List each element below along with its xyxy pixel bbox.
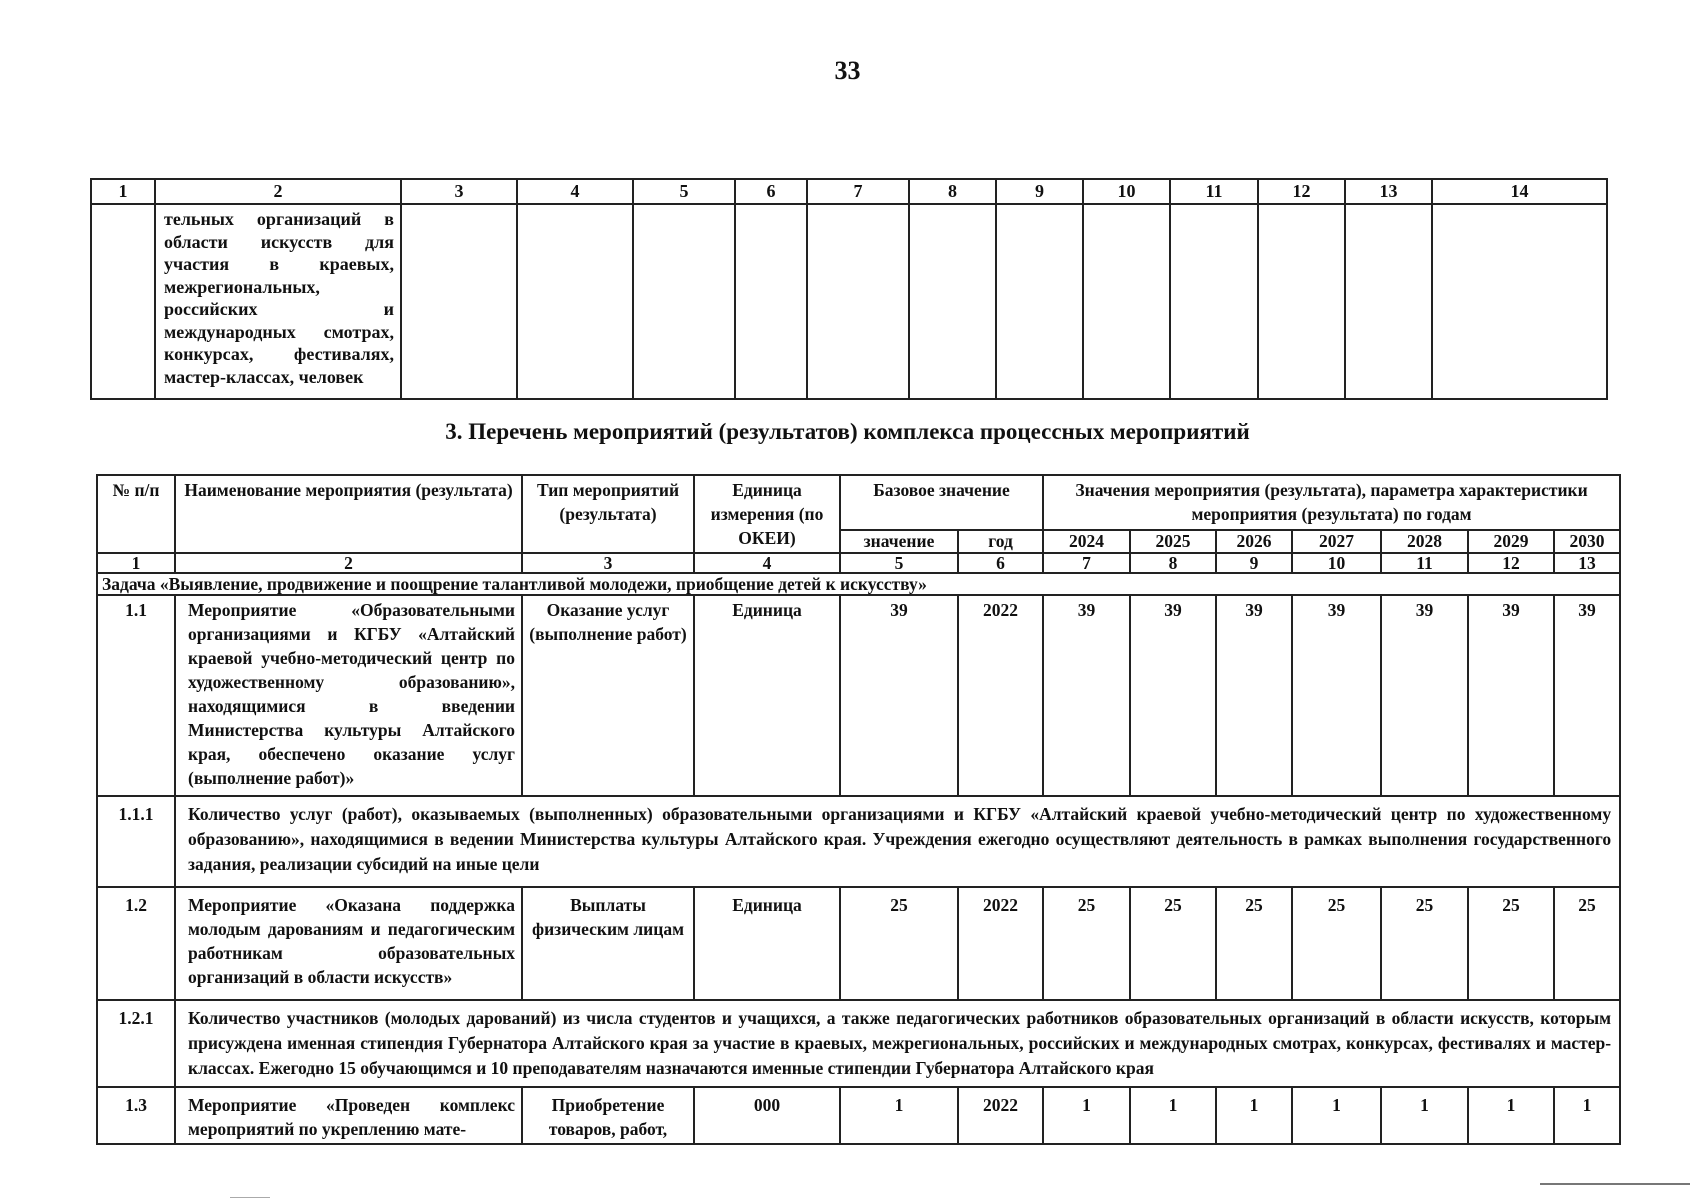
year-value: 25 (1554, 887, 1620, 1000)
page-number: 33 (834, 56, 861, 85)
empty-cell (1345, 204, 1432, 399)
year-value: 25 (1216, 887, 1292, 1000)
header-row (97, 475, 1620, 530)
column-number: 8 (909, 179, 996, 204)
column-number: 14 (1432, 179, 1607, 204)
row-number: 1.1.1 (97, 796, 175, 887)
empty-cell (633, 204, 735, 399)
measure-type: Приобретение товаров, работ, (522, 1087, 694, 1144)
column-number: 4 (694, 553, 840, 573)
table-row (97, 595, 1620, 796)
year-value: 39 (1043, 595, 1130, 796)
header-num: № п/п (97, 475, 175, 553)
empty-cell (735, 204, 807, 399)
column-number: 2 (155, 179, 401, 204)
base-value: 1 (840, 1087, 958, 1144)
characteristic-description: Количество услуг (работ), оказываемых (выполненных) образовательными организациями и КГБУ «Алтайский краевой учебно-методический центр по художественному образованию», находящимися в ведении Министерства культуры Алтайского края. Учреждения ежегодно осуществляют деятельность в рамках выполнения государственного задания, реализации субсидий на иные цели (175, 796, 1620, 887)
year-value: 1 (1381, 1087, 1468, 1144)
table-row (97, 796, 1620, 887)
year-value: 25 (1130, 887, 1216, 1000)
column-number: 13 (1345, 179, 1432, 204)
section-title: 3. Перечень мероприятий (результатов) комплекса процессных мероприятий (445, 419, 1250, 444)
measure-unit: Единица (694, 595, 840, 796)
column-number: 9 (996, 179, 1083, 204)
measure-name: Мероприятие «Оказана поддержка молодым дарованиям и педагогическим работникам образовательных организаций в области искусств» (175, 887, 522, 1000)
scan-artifact (1540, 1183, 1690, 1185)
measure-unit: Единица (694, 887, 840, 1000)
header-year: 2030 (1554, 530, 1620, 553)
column-number: 9 (1216, 553, 1292, 573)
base-year: 2022 (958, 595, 1043, 796)
header-year: 2026 (1216, 530, 1292, 553)
column-number: 10 (1083, 179, 1170, 204)
year-value: 1 (1292, 1087, 1381, 1144)
row-number: 1.2.1 (97, 1000, 175, 1087)
column-number: 7 (1043, 553, 1130, 573)
header-name: Наименование мероприятия (результата) (175, 475, 522, 553)
column-number: 12 (1258, 179, 1345, 204)
header-base: Базовое значение (840, 475, 1043, 530)
continuation-table (90, 178, 1608, 400)
header-year: 2024 (1043, 530, 1130, 553)
column-number: 3 (401, 179, 517, 204)
year-value: 1 (1130, 1087, 1216, 1144)
empty-cell (909, 204, 996, 399)
row-number: 1.1 (97, 595, 175, 796)
year-value: 39 (1216, 595, 1292, 796)
year-value: 25 (1292, 887, 1381, 1000)
year-value: 39 (1554, 595, 1620, 796)
header-year: 2029 (1468, 530, 1554, 553)
year-value: 39 (1468, 595, 1554, 796)
base-year: 2022 (958, 1087, 1043, 1144)
header-values: Значения мероприятия (результата), параметра характеристики мероприятия (результата) по годам (1043, 475, 1620, 530)
column-number: 11 (1381, 553, 1468, 573)
column-number: 6 (735, 179, 807, 204)
header-type: Тип мероприятий (результата) (522, 475, 694, 553)
year-value: 1 (1468, 1087, 1554, 1144)
column-number: 4 (517, 179, 633, 204)
year-value: 25 (1381, 887, 1468, 1000)
empty-cell (1432, 204, 1607, 399)
column-number-row (91, 179, 1607, 204)
empty-cell (1170, 204, 1258, 399)
measure-unit: 000 (694, 1087, 840, 1144)
measure-name: Мероприятие «Проведен комплекс мероприятий по укреплению мате- (175, 1087, 522, 1144)
empty-cell (996, 204, 1083, 399)
column-number: 2 (175, 553, 522, 573)
empty-cell (401, 204, 517, 399)
base-value: 25 (840, 887, 958, 1000)
empty-cell (1258, 204, 1345, 399)
header-year: 2027 (1292, 530, 1381, 553)
column-number: 6 (958, 553, 1043, 573)
measure-type: Оказание услуг (выполнение работ) (522, 595, 694, 796)
table-row (97, 1000, 1620, 1087)
column-number: 10 (1292, 553, 1381, 573)
column-number: 12 (1468, 553, 1554, 573)
table-row (97, 1087, 1620, 1144)
year-value: 39 (1381, 595, 1468, 796)
year-value: 1 (1043, 1087, 1130, 1144)
column-number: 1 (91, 179, 155, 204)
characteristic-description: Количество участников (молодых дарований) из числа студентов и учащихся, а также педагогических работников образовательных организаций в области искусств, которым присуждена именная стипендия Губернатора Алтайского края за участие в краевых, межрегиональных, российских и международных смотрах, конкурсах, фестивалях и мастер-классах. Ежегодно 15 обучающимся и 10 преподавателям назначаются именные стипендии Губернатора Алтайского края (175, 1000, 1620, 1087)
row-number: 1.3 (97, 1087, 175, 1144)
column-number: 7 (807, 179, 909, 204)
base-year: 2022 (958, 887, 1043, 1000)
empty-cell (517, 204, 633, 399)
scan-artifact (230, 1197, 270, 1198)
year-value: 1 (1554, 1087, 1620, 1144)
header-base-value: значение (840, 530, 958, 553)
year-value: 39 (1292, 595, 1381, 796)
indicator-description: тельных организаций в области искусств для участия в краевых, межрегиональных, российских и международных смотрах, конкурсах, фестивалях, мастер-классах, человек (155, 204, 401, 399)
year-value: 25 (1043, 887, 1130, 1000)
measure-name: Мероприятие «Образовательными организациями и КГБУ «Алтайский краевой учебно-методический центр по художественному образованию», находящимися в введении Министерства культуры Алтайского края, обеспечено оказание услуг (выполнение работ)» (175, 595, 522, 796)
task-row (97, 573, 1620, 595)
measure-type: Выплаты физическим лицам (522, 887, 694, 1000)
measures-table (96, 474, 1621, 1145)
empty-cell (91, 204, 155, 399)
header-unit: Единица измерения (по ОКЕИ) (694, 475, 840, 553)
row-number: 1.2 (97, 887, 175, 1000)
year-value: 25 (1468, 887, 1554, 1000)
task-title: Задача «Выявление, продвижение и поощрение талантливой молодежи, приобщение детей к искусству» (97, 573, 1620, 595)
column-number: 1 (97, 553, 175, 573)
table-row (97, 887, 1620, 1000)
column-number: 11 (1170, 179, 1258, 204)
column-number: 3 (522, 553, 694, 573)
year-value: 1 (1216, 1087, 1292, 1144)
empty-cell (1083, 204, 1170, 399)
column-number: 5 (633, 179, 735, 204)
column-number: 13 (1554, 553, 1620, 573)
base-value: 39 (840, 595, 958, 796)
column-number: 8 (1130, 553, 1216, 573)
year-value: 39 (1130, 595, 1216, 796)
header-base-year: год (958, 530, 1043, 553)
empty-cell (807, 204, 909, 399)
header-year: 2025 (1130, 530, 1216, 553)
table-row (91, 204, 1607, 399)
column-number-row (97, 553, 1620, 573)
column-number: 5 (840, 553, 958, 573)
header-year: 2028 (1381, 530, 1468, 553)
